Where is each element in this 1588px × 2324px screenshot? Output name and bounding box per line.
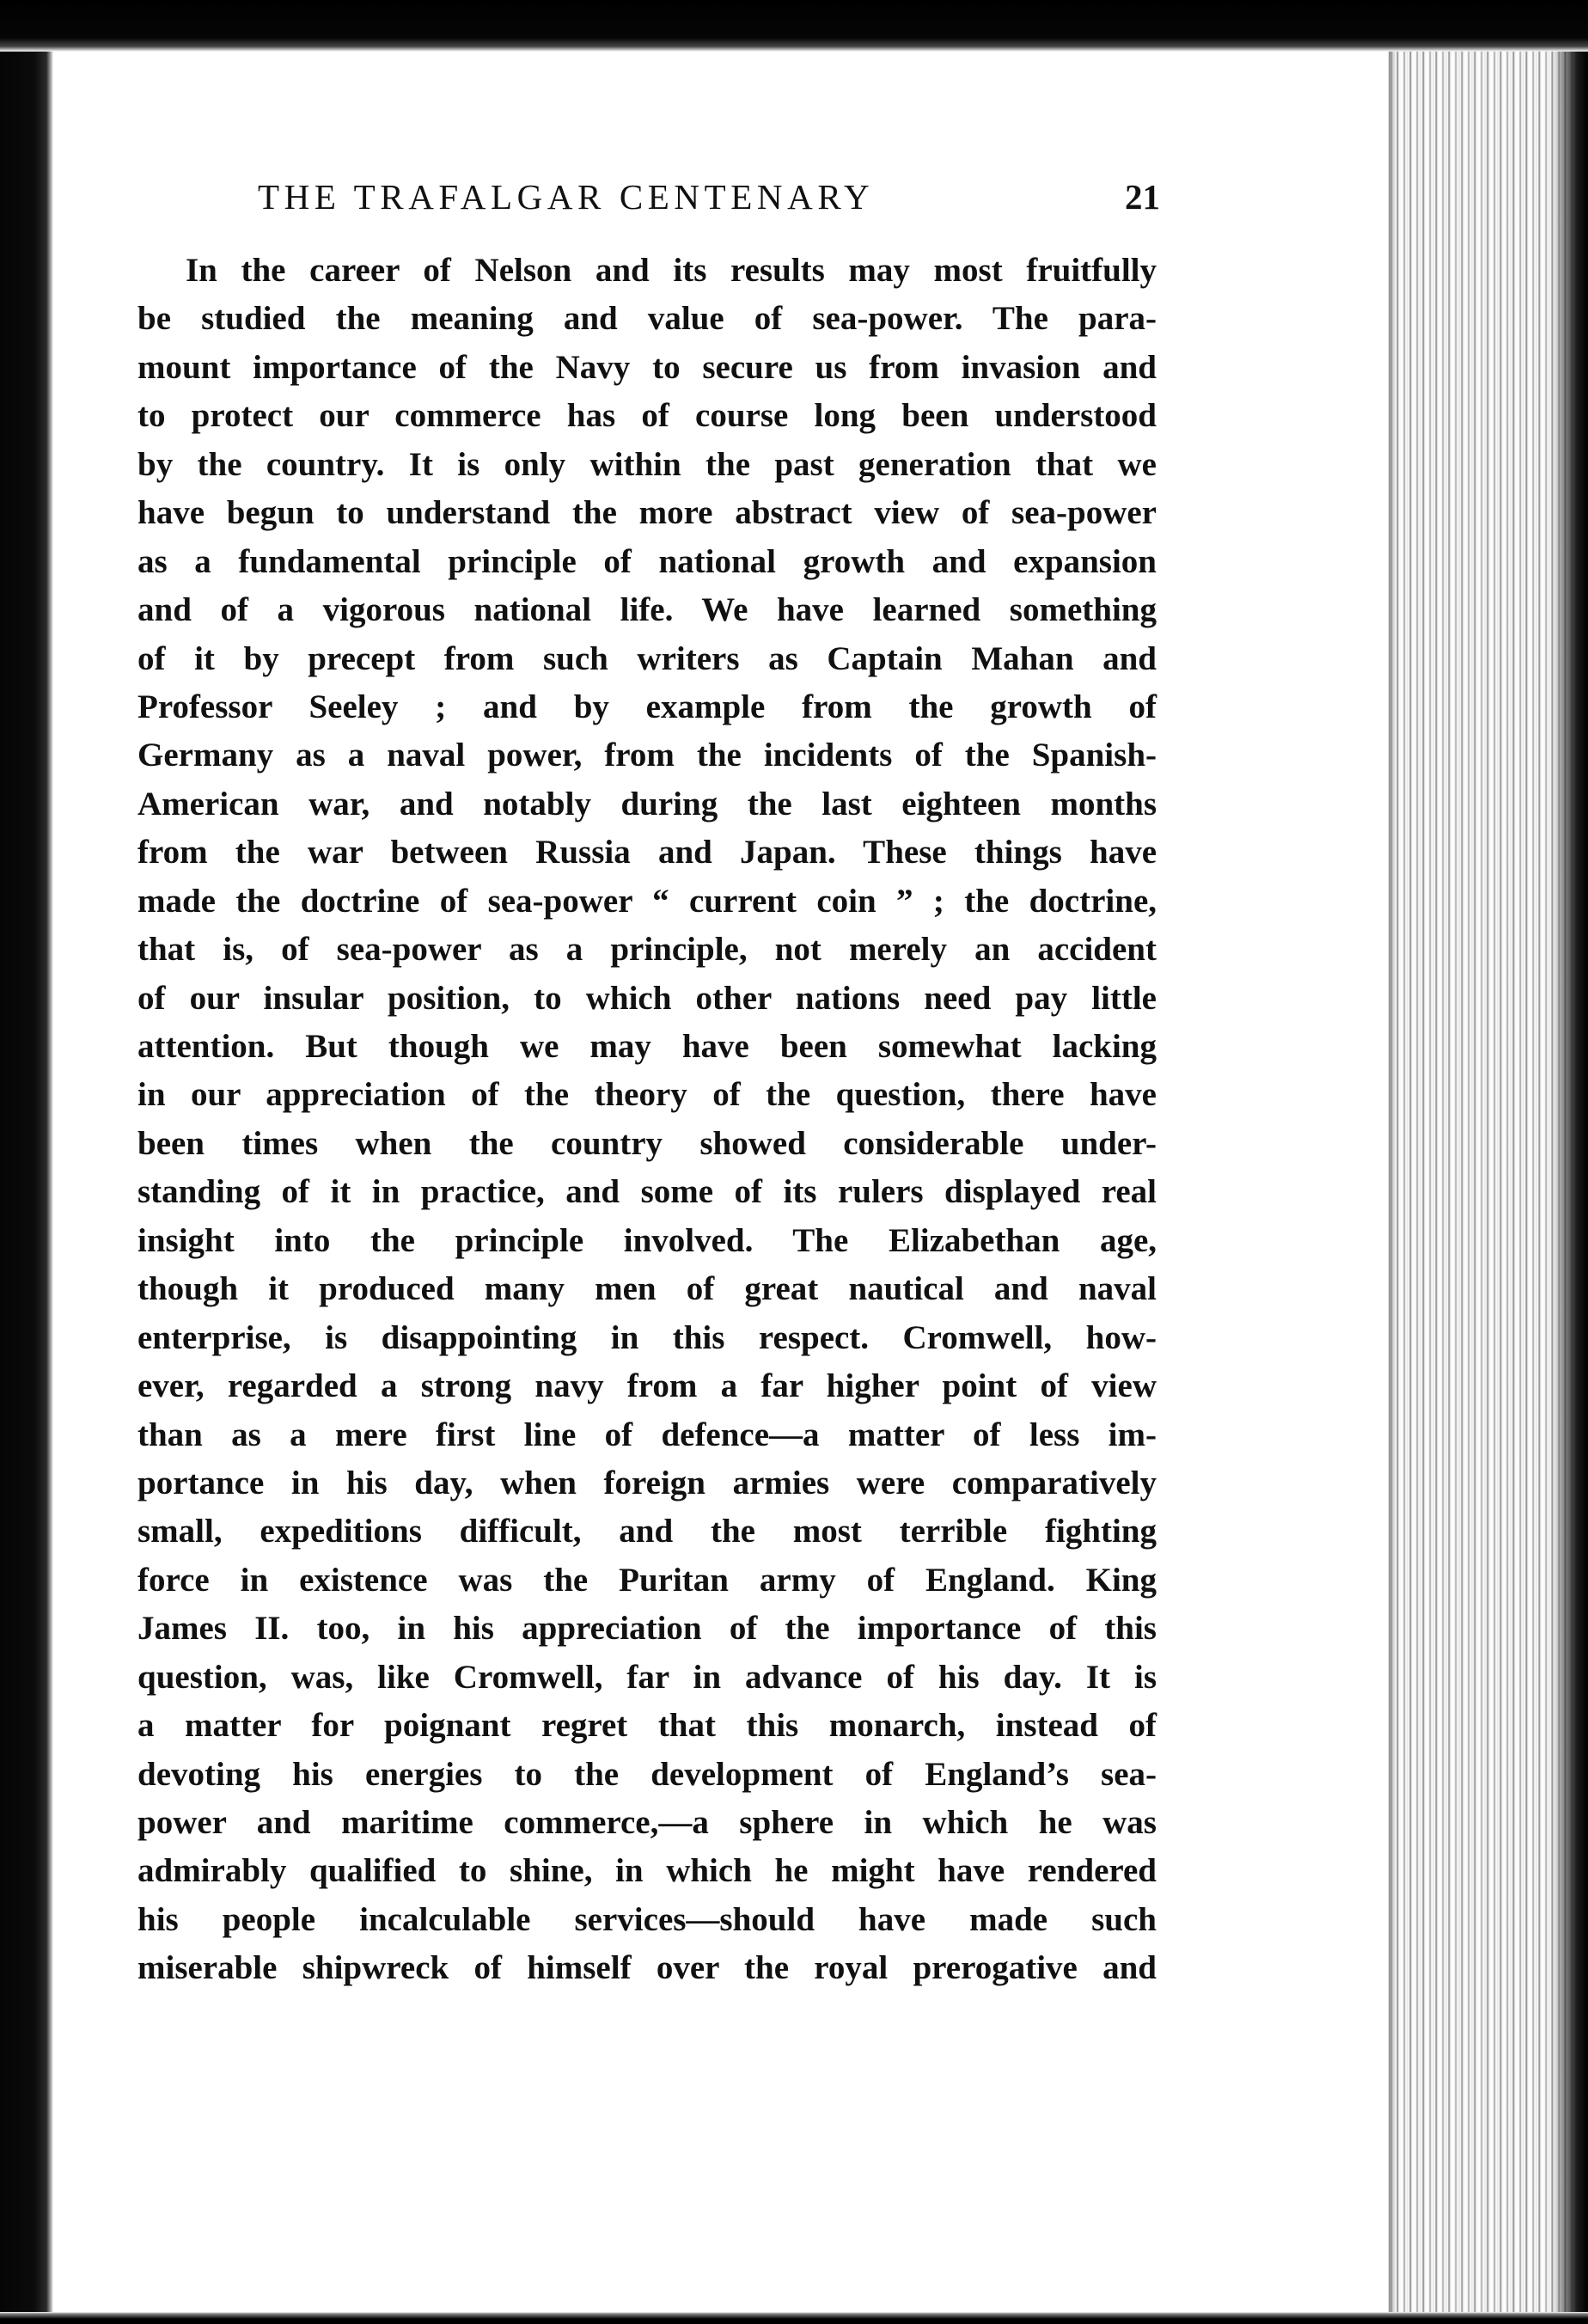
page-block-shadow (1389, 52, 1396, 2312)
text-line: than as a mere first line of defence—a matter of less im- (137, 1416, 1157, 1453)
scan-bottom-border (0, 2312, 1588, 2324)
text-line: question, was, like Cromwell, far in advance of his day. It is (137, 1658, 1157, 1696)
text-line: enterprise, is disappointing in this respect. Cromwell, how- (137, 1318, 1157, 1356)
text-line: small, expeditions difficult, and the most terrible fighting (137, 1513, 1157, 1550)
text-line: In the career of Nelson and its results may most fruitfully (186, 252, 1157, 289)
page-number: 21 (1125, 177, 1160, 217)
text-line: Germany as a naval power, from the incidents of the Spanish- (137, 737, 1157, 774)
text-line: American war, and notably during the last eighteen months (137, 785, 1157, 823)
text-line: admirably qualified to shine, in which he might have rendered (137, 1852, 1157, 1890)
text-line: miserable shipwreck of himself over the royal prerogative and (137, 1949, 1157, 1987)
text-line: of our insular position, to which other nations need pay little (137, 979, 1157, 1017)
running-title: THE TRAFALGAR CENTENARY (258, 177, 875, 217)
book-binding-edge (0, 0, 53, 2324)
text-line: have begun to understand the more abstract view of sea-power (137, 494, 1157, 532)
text-line: from the war between Russia and Japan. These things have (137, 834, 1157, 872)
text-line: devoting his energies to the development of England’s sea- (137, 1755, 1157, 1793)
text-line: as a fundamental principle of national growth and expansion (137, 542, 1157, 580)
text-line: insight into the principle involved. The Elizabethan age, (137, 1221, 1157, 1259)
body-paragraph (137, 247, 1157, 1993)
text-line: by the country. It is only within the past generation that we (137, 445, 1157, 483)
text-line: Professor Seeley ; and by example from the growth of (137, 688, 1157, 725)
text-line: ever, regarded a strong navy from a far higher point of view (137, 1367, 1157, 1405)
text-line: portance in his day, when foreign armies were comparatively (137, 1464, 1157, 1501)
text-line: made the doctrine of sea-power “ current coin ” ; the doctrine, (137, 882, 1157, 920)
text-line: attention. But though we may have been somewhat lacking (137, 1028, 1157, 1065)
text-line: to protect our commerce has of course long been understood (137, 397, 1157, 435)
text-line: been times when the country showed considerable under- (137, 1124, 1157, 1162)
text-line: a matter for poignant regret that this monarch, instead of (137, 1707, 1157, 1745)
text-line: his people incalculable services—should have made such (137, 1900, 1157, 1938)
text-line: though it produced many men of great nautical and naval (137, 1270, 1157, 1308)
scan-right-border (1552, 52, 1588, 2312)
text-line: that is, of sea-power as a principle, not merely an accident (137, 931, 1157, 969)
page-header (258, 176, 1160, 228)
text-line: of it by precept from such writers as Captain Mahan and (137, 639, 1157, 677)
text-line: power and maritime commerce,—a sphere in which he was (137, 1804, 1157, 1841)
text-line: standing of it in practice, and some of its rulers displayed real (137, 1173, 1157, 1211)
text-line: force in existence was the Puritan army of England. King (137, 1561, 1157, 1599)
scan-top-border (0, 0, 1588, 52)
text-line: be studied the meaning and value of sea-power. The para- (137, 300, 1157, 338)
text-line: and of a vigorous national life. We have learned something (137, 591, 1157, 629)
text-line: mount importance of the Navy to secure us from invasion and (137, 348, 1157, 386)
text-line: James II. too, in his appreciation of the importance of this (137, 1610, 1157, 1648)
text-line: in our appreciation of the theory of the question, there have (137, 1076, 1157, 1114)
